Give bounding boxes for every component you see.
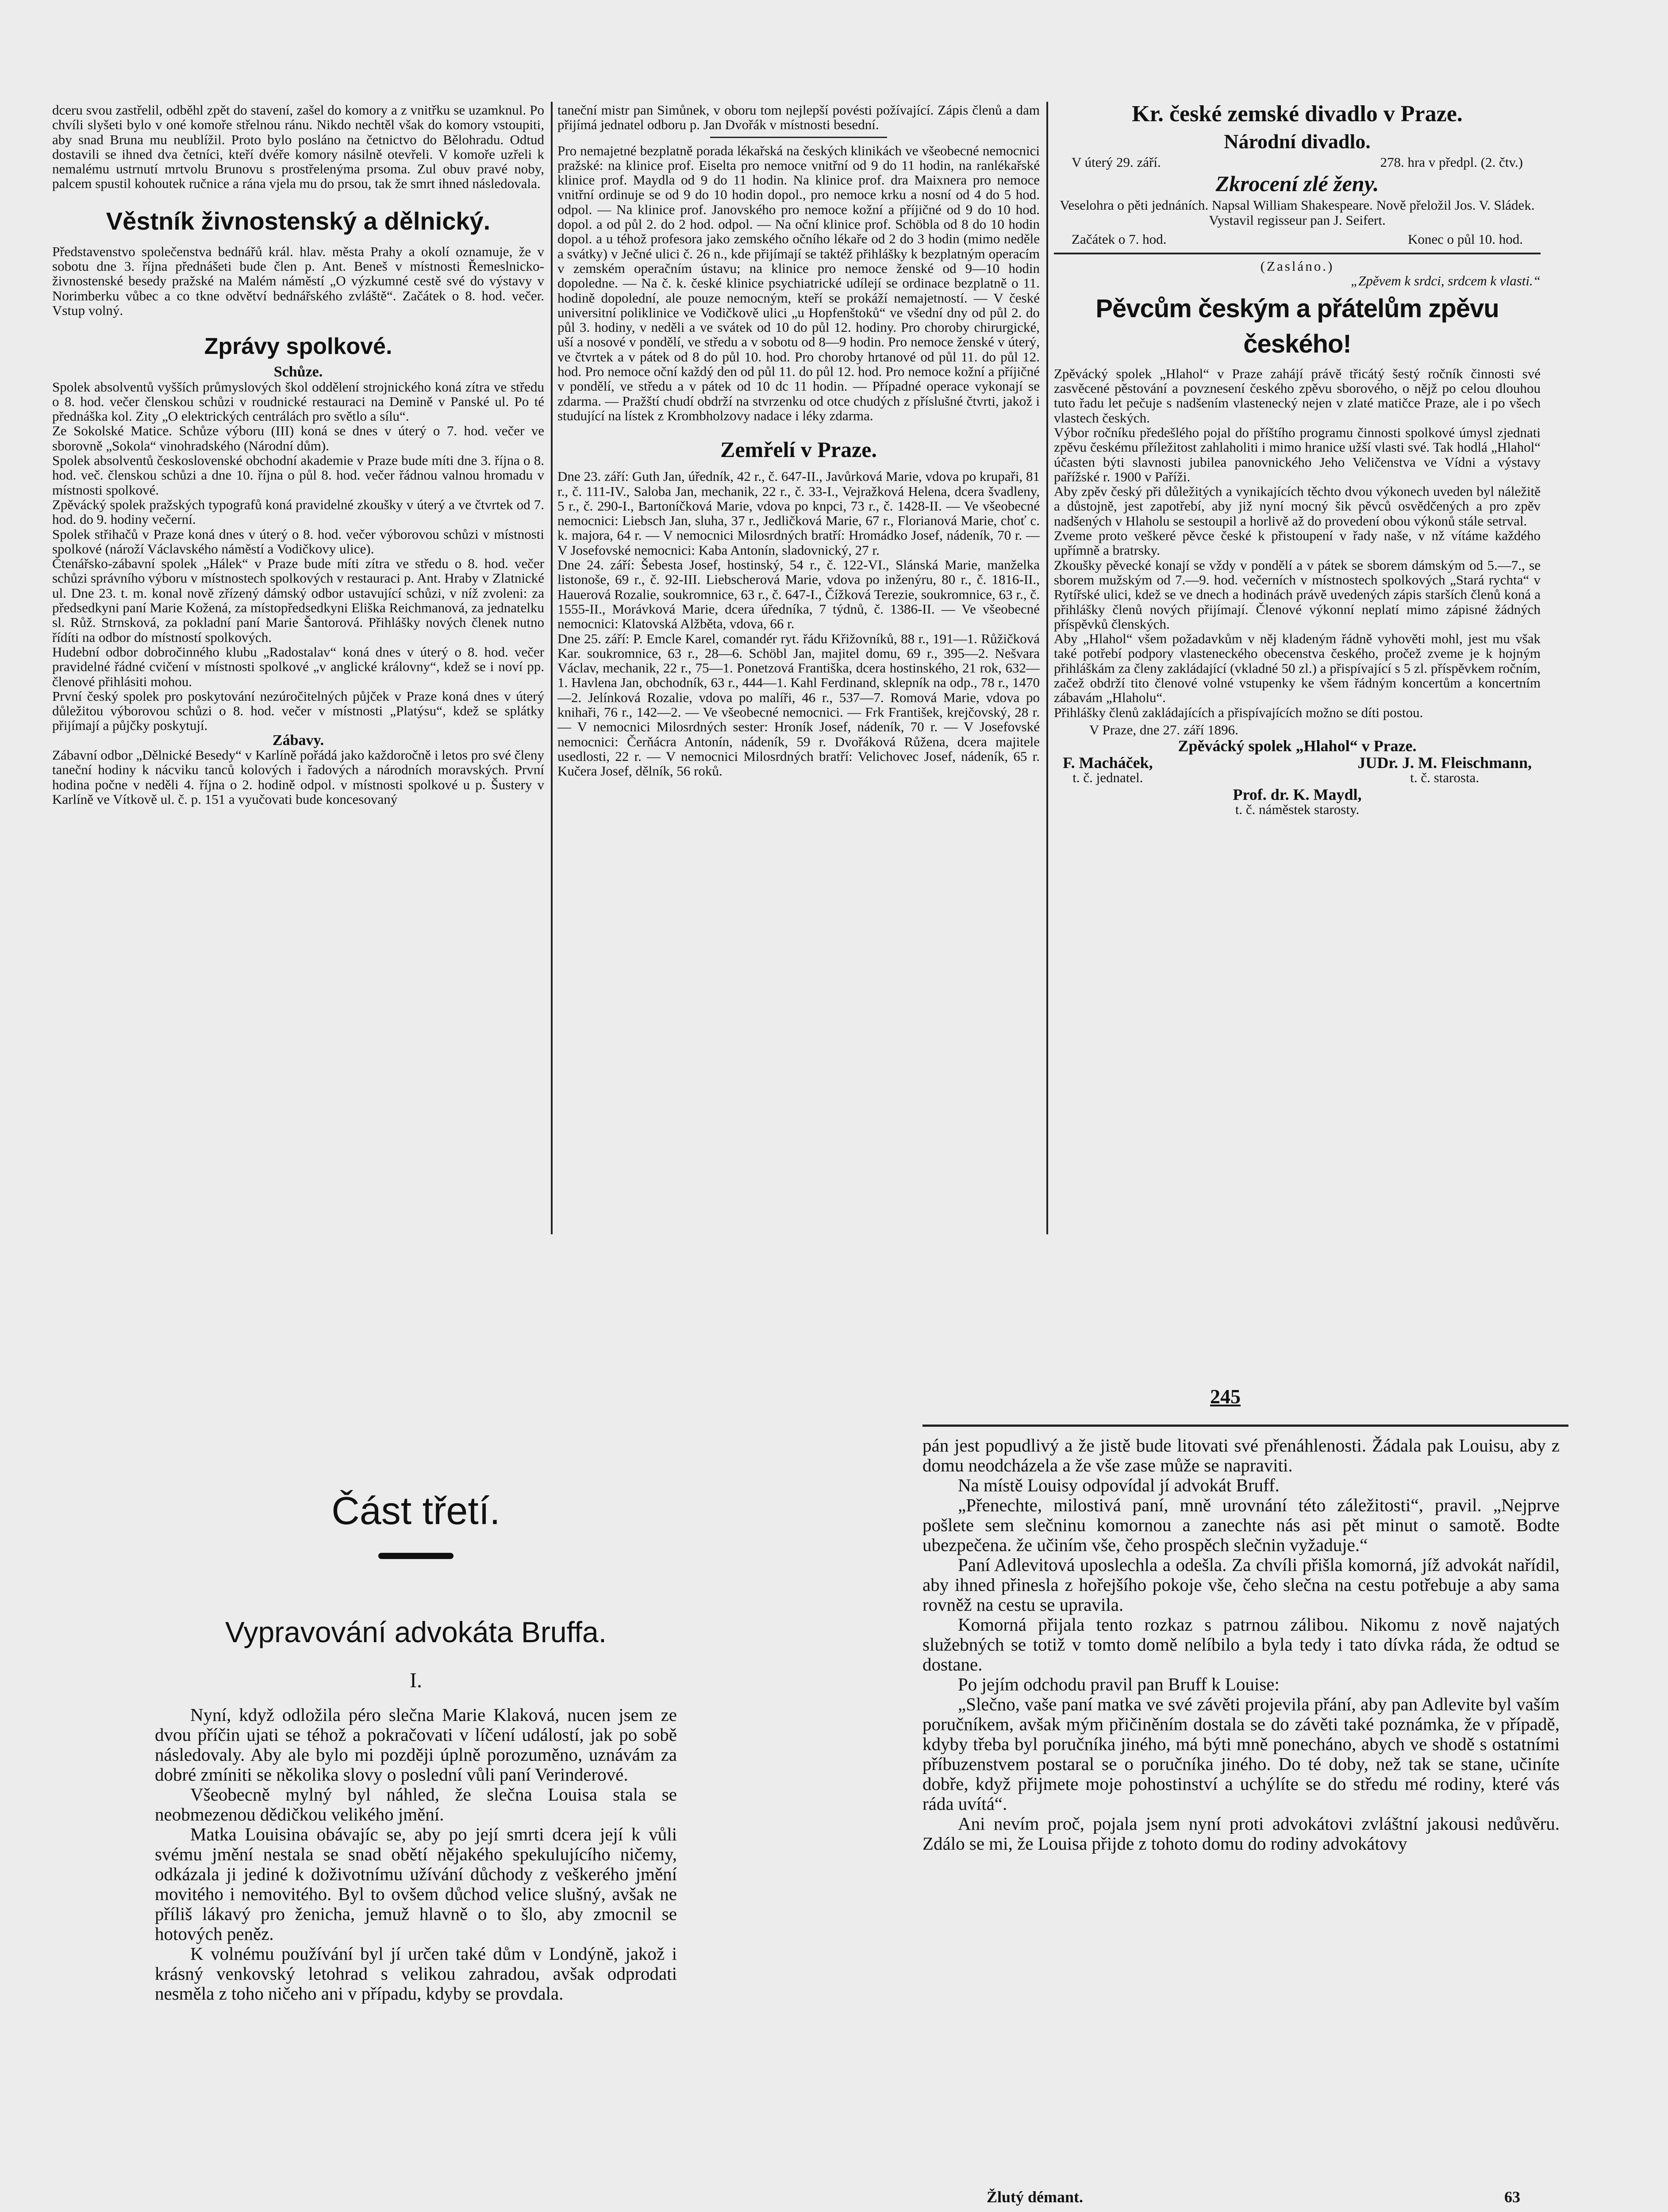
signatory-3-role: t. č. náměstek starosty. xyxy=(1235,802,1360,818)
col1-paragraph: První český spolek pro poskytování nezúročitelných půjček v Praze koná dnes v úterý důležitou výborovou schůzi o 8. hod. večer v místnosti „Platýsu“, kdež se splátky přijímají a půjčky poskytují. xyxy=(52,688,544,733)
subscription-info: 278. hra v předpl. (2. čtv.) xyxy=(1380,154,1523,170)
col1-paragraph: Hudební odbor dobročinného klubu „Radostalav“ koná dnes v úterý o 8. hod. večer pravidelné řádné cvičení v místnosti spolkové „v anglické královny“, kdež se i noví pp. členové přihlásiti mohou. xyxy=(52,644,544,689)
column-1 xyxy=(52,103,544,1235)
signatory-2-name: JUDr. J. M. Fleischmann, xyxy=(1357,753,1532,772)
novel-paragraph: Po jejím odchodu pravil pan Bruff k Louise: xyxy=(958,1674,1280,1694)
col2-paragraph: Pro nemajetné bezplatně porada lékařská na českých klinikách ve všeobecné nemocnici pražské: na klinice prof. Eiselta pro nemoce vnitřní od 9 do 11 hodin, na ranlékařské klinice prof. Maydla od 9 do 11 hodin. Na klinice prof. dra Maixnera pro nemoce vnitřní ordinuje se od 9 do 10 hodin dopol., pro nemoce krku a nosní od 4 do 5 hod. odpol. — Na klinice prof. Janovského pro nemoce kožní a příjičné od 9 do 10 hod. dopol. a od půl 2. do 2 hod. odpol. — Na oční klinice prof. Schöbla od 8 do 10 hodin dopol. a u téhož profesora jako zemského očního lékaře od 2 do 3 hodin (mimo neděle a svátky) v Ječné ulici č. 26 n., kde přijímají se taktéž přihlášky k bezplatným operacím v zemském operačním ústavu; na klinice pro nemoce ženské od 9—10 hodin dopoledne. — Na č. k. české klinice psychiatrické udílejí se ordinace bezplatně o 11. hodině dopolední, ale pouze nemocným, kteří se prokáží nemajetností. — V české universitní poliklinice ve Vodičkově ulici „u Hopfenštoků“ ve všední dny od půl 2. do půl 3. hodiny, v neděli a ve svátek od 10 do půl 12. hodiny. Pro choroby chirurgické, uší a nosové v pondělí, ve středu a v sobotu od 8—9 hodin. Pro nemoce ženské v úterý, ve čtvrtek a v pátek od 8 do půl 10. hod. Pro choroby hrtanové od půl 11. do půl 12. hod. Pro nemoce oční každý den od půl 11. do půl 12. hod. Pro nemoce kožní a příjičné v pondělí, ve středu a v pátek od 10 dc 11 hodin. — Případné operace vykonají se zdarma. — Pražští chudí obdrží na stvrzenku od otce chudých z příslušné čtvrti, jakož i studující na lístek z Krombholzovy nadace i léky zdarma. xyxy=(557,142,1040,423)
footer-page: 63 xyxy=(1504,2188,1520,2206)
footer-title: Žlutý démant. xyxy=(987,2188,1084,2206)
heading-zpravy-spolkove: Zprávy spolkové. xyxy=(204,334,392,360)
col2-paragraph: Dne 25. září: P. Emcle Karel, comandér ryt. řádu Křižovníků, 88 r., 191—1. Růžičková Kar. soukromnice, 63 r., 28—6. Schöbl Jan, majitel domu, 69 r., 395—2. Nešvara Václav, mechanik, 22 r., 75—1. Ponetzová Františka, dcera hostinského, 21 rok, 632—1. Havlena Jan, obchodník, 63 r., 444—1. Kahl Ferdinand, sklepník na odp., 78 r., 1470—2. Jelínková Rozalie, vdova po malíři, 46 r., 537—7. Romová Marie, vdova po knihaři, 76 r., 142—2. — Ve všeobecné nemocnici. — Frk František, krejčovský, 28 r. — V nemocnici Milosrdných sester: Hroník Josef, nádeník, 70 r. — V Josefovské nemocnici: Čerňácra Antonín, nádeník, 59 r. Dvořáková Růžena, dcera majitele usedlosti, 22 r. — V nemocnici Milosrdných bratří: Velichovec Josef, nádeník, 65 r. Kučera Josef, dělník, 56 roků. xyxy=(557,630,1040,779)
signature-org: Zpěvácký spolek „Hlahol“ v Praze. xyxy=(1178,737,1417,755)
zaslano-label: (Zasláno.) xyxy=(1260,258,1334,274)
col1-paragraph: Zpěvácký spolek pražských typografů koná pravidelné zkoušky v úterý a ve čtvrtek od 7. hod. do 9. hodiny večerní. xyxy=(52,496,544,527)
motto: „Zpěvem k srdci, srdcem k vlasti.“ xyxy=(1350,273,1541,289)
signatory-2-role: t. č. starosta. xyxy=(1410,769,1480,785)
story-title: Vypravování advokáta Bruffa. xyxy=(225,1616,607,1648)
novel-paragraph: Nyní, když odložila péro slečna Marie Klaková, nucen jsem ze dvou příčin ujati se téhož a pokračovati v líčení událostí, jak po sobě následovaly. Aby ale bylo mi později úplně porozuměno, uznávám za dobré zmíniti se několika slovy o poslední vůli paní Verinderové. xyxy=(155,1705,677,1785)
page-number: 245 xyxy=(1210,1385,1241,1408)
col1-paragraph: dceru svou zastřelil, odběhl zpět do stavení, zašel do komory a z vnitřku se uzamknul. Po chvíli slyšeti bylo v oné komoře střelnou ránu. Nikdo nechtěl však do komory vstoupiti, aby snad Bruna mu neublížil. Proto bylo posláno na četnictvo do Bělohradu. Odtud dostavili se ihned dva četníci, kteří dvéře komory násilně otevřeli. V komoře uzřeli k nemalému ustrnutí mrtvolu Brunovu s prostřelenýma prsoma. Zul obuv pravé noby, palcem spustil kohoutek ručnice a rána vjela mu do prsou, tak že smrt ihned následovala. xyxy=(52,103,544,192)
column-divider xyxy=(1046,102,1048,1234)
novel-paragraph: Matka Louisina obávajíc se, aby po její smrti dcera její k vůli svému jmění nestala se snad obětí nějakého spekulujícího ničemy, odkázala ji jediné k doživotnímu užívání důchody z veškerého jmění movitého i nemovitého. Byl to ovšem důchod velice slušný, avšak ne příliš lákavý pro ženicha, jemuž hlavně o to šlo, aby zmocnil se hotových peněz. xyxy=(155,1824,677,1944)
theatre-subtitle: Národní divadlo. xyxy=(1224,130,1371,153)
performance-date: V úterý 29. září. xyxy=(1072,154,1161,170)
signatory-3-name: Prof. dr. K. Maydl, xyxy=(1233,786,1362,804)
novel-left-text xyxy=(155,1705,677,2004)
col3-paragraph: Přihlášky členů zakládajících a přispívajících možno se díti postou. xyxy=(1054,704,1423,720)
short-rule xyxy=(710,137,887,138)
column-2 xyxy=(557,103,1040,1235)
novel-paragraph: „Slečno, vaše paní matka ve své závěti projevila přání, aby pan Adlevite byl vaším poručníkem, avšak mým přičiněním dostala se do závěti také poznámka, že v případě, kdyby třeba byl poručníka jiného, má býti mně ponecháno, abych ve shodě s ostatními příbuzenstvem postaral se o poručníka jiného. Do té doby, než tak se stane, učiníte dobře, když přijmete moje pohostinství a uchýlíte se do středu mé rodiny, které vás ráda uvítá“. xyxy=(922,1694,1560,1814)
heading-vestnik: Věstník živnostenský a dělnický. xyxy=(106,207,491,235)
subheading-schuze: Schůze. xyxy=(273,364,323,380)
novel-paragraph: Na místě Louisy odpovídal jí advokát Bruff. xyxy=(958,1475,1280,1495)
col1-paragraph: Spolek střihačů v Praze koná dnes v úterý o 8. hod. večer výborovou schůzi v místnosti spolkové (nároží Václavského náměstí a Vodičkovy ulice). xyxy=(52,526,544,557)
ornament-dash xyxy=(378,1553,454,1559)
col1-paragraph: Zábavní odbor „Dělnické Besedy“ v Karlíně pořádá jako každoročně i letos pro své členy taneční hodiny k nácviku tanců kolových i řadových a národních moravských. První hodina počne v neděli 4. října o 2. hodině odpol. v místnosti spolkové u p. Šustery v Karlíně ve Vítkově ul. č. p. 151 a vyučovati bude koncesovaný xyxy=(52,747,544,807)
novel-paragraph: K volnému používání byl jí určen také dům v Londýně, jakož i krásný venkovský letohrad s velikou zahradou, avšak odprodati nesměla z toho ničeho ani v případu, kdyby se provdala. xyxy=(155,1943,677,2004)
start-time: Začátek o 7. hod. xyxy=(1072,231,1167,247)
headline-pevcum: Pěvcům českým a přátelům zpěvu českého! xyxy=(1095,294,1499,358)
col1-paragraph: Ze Sokolské Matice. Schůze výboru (III) koná se dnes v úterý o 7. hod. večer ve sborovně „Sokola“ vinohradského (Národní dům). xyxy=(52,423,544,453)
play-title: Zkrocení zlé ženy. xyxy=(1215,171,1379,196)
col1-paragraph: Spolek absolventů československé obchodní akademie v Praze bude míti dne 3. října o 8. hod. več. členskou schůzi a dne 10. října o půl 8. hod. večer řádnou valnou hromadu v místnosti spolkové. xyxy=(52,453,544,498)
col1-paragraph: Čtenářsko-zábavní spolek „Hálek“ v Praze bude míti zítra ve středu o 8. hod. večer schůzi správního výboru v místnostech spolkových v restauraci p. Ant. Hraby v Zlatnické ul. Dne 23. t. m. konal nově zřízený dámský odbor ustavující schůzi, v níž zvoleni: za předsedkyni paní Marie Kožená, za místopředsedkyni Eliška Reichmanová, za jednatelku sl. Růž. Strnsková, za pokladní paní Marie Šantorová. Přihlášky nových členek nutno řídíti na odbor do místností spolkových. xyxy=(52,556,544,645)
col3-paragraph: Zkoušky pěvecké konají se vždy v pondělí a v pátek se sborem dámským od 5.—7., se sborem mužským od 7.—9. hod. večerních v místnostech spolkových „Stará rychta“ v Rytířské ulici, kdež se ve dnech a hodinách právě uvedených zápis starších členů koná a přihlášky členů nových přijímají. Členové výkonní neplatí mimo zápisné žádných příspěvků členských. xyxy=(1054,557,1541,632)
signature-date: V Praze, dne 27. září 1896. xyxy=(1089,722,1238,737)
novel-paragraph: pán jest popudlivý a že jistě bude litovati své přenáhlenosti. Žádala pak Louisu, aby z domu neodcházela a že vše zase může se napraviti. xyxy=(922,1436,1560,1475)
heading-zemreli: Zemřelí v Praze. xyxy=(720,437,877,462)
col2-paragraph: taneční mistr pan Simůnek, v oboru tom nejlepší povésti požívající. Zápis členů a dam přijímá jednatel odboru p. Jan Dvořák v místnosti besední. xyxy=(557,103,1040,133)
col3-paragraph: Aby zpěv český při důležitých a vynikajících těchto dvou výkonech uveden byl náležitě a důstojně, jest zapotřebí, aby již nyní mocný šik pěvců osvědčených a pro zpěv nadšených v Hlaholu se sestoupil a horlivě až do provedení obou výkonů stále setrval. xyxy=(1054,484,1541,529)
col1-paragraph: Spolek absolventů vyšších průmyslových škol oddělení strojnického koná zítra ve středu o 8. hod. večer členskou schůzi v roudnické restauraci na Demině v Panské ul. Po té přednáška kol. Zity „O elektrických centrálách pro světlo a sílu“. xyxy=(52,379,544,424)
novel-paragraph: Ani nevím proč, pojala jsem nyní proti advokátovi zvláštní jakousi nedůvěru. Zdálo se mi, že Louisa přijde z tohoto domu do rodiny advokátovy xyxy=(922,1813,1560,1854)
novel-left-column xyxy=(155,1447,677,2212)
column-divider xyxy=(551,102,553,1234)
theatre-title: Kr. české zemské divadlo v Praze. xyxy=(1132,101,1463,127)
section-rule xyxy=(1054,253,1541,254)
col3-paragraph: Výbor ročníku předešlého pojal do příštího programu činnosti spolkové úmysl zjednati zpěvu českému příležitost zahlaholiti i mimo hranice užší vlasti své. Tak hodlá „Hlahol“ účasten býti slavnosti jubilea panovnického Jeho Veličenstva ve Vídni a výstavy pařížské r. 1900 v Paříži. xyxy=(1054,424,1541,484)
novel-paragraph: Komorná přijala tento rozkaz s patrnou zálibou. Nikomu z nově najatých služebných se totiž v tomto domě nelíbilo a byla tedy i tato dívka ráda, že odtud se dostane. xyxy=(922,1614,1560,1674)
novel-right-column xyxy=(922,1436,1560,2183)
novel-paragraph: „Přenechte, milostivá paní, mně urovnání této záležitosti“, pravil. „Nejprve pošlete sem slečninu komornou a zanechte nás asi pět minut o samotě. Bodte ubezpečena. že učiním vše, čeho prospěch slečnin vyžaduje.“ xyxy=(922,1495,1560,1555)
col2-paragraph: Dne 24. září: Šebesta Josef, hostinský, 54 r., č. 122-VI., Slánská Marie, manželka listonoše, 69 r., č. 92-III. Liebscherová Marie, vdova po inženýru, 80 r., č. 1816-II., Hauerová Rozalie, soukromnice, 63 r., č. 647-I., Čížková Terezie, soukromnice, 63 r., č. 1555-II., Morávková Marie, dcera úředníka, 7 týdnů, č. 1386-II. — Ve všeobecné nemocnici: Klatovská Alžběta, vdova, 66 r. xyxy=(557,557,1040,632)
col3-paragraph: Aby „Hlahol“ všem požadavkům v něj kladeným řádně vyhověti mohl, jest mu však také potřebí podpory vlasteneckého obecenstva českého, pročež zveme je k hojným přihláškám za členy zakládající (vkladné 50 zl.) a přispívající s 5 zl. příspěvkem ročním, začež obdrží tito členové volné vstupenky ke všem řádným koncertům a koncertním zábavám „Hlaholu“. xyxy=(1054,631,1541,706)
end-time: Konec o půl 10. hod. xyxy=(1407,231,1523,247)
part-title: Část třetí. xyxy=(331,1489,500,1532)
novel-paragraph: Paní Adlevitová uposlechla a odešla. Za chvíli přišla komorná, jíž advokát nařídil, aby ihned přinesla z hořejšího pokoje vše, čeho slečna na cestu potřebuje a aby sama rovněž na cestu se upravila. xyxy=(922,1555,1560,1615)
novel-paragraph: Všeobecně mylný byl náhled, že slečna Louisa stala se neobmezenou dědičkou velikého jmění. xyxy=(155,1784,677,1824)
subheading-zabavy: Zábavy. xyxy=(272,732,324,749)
play-description: Veselohra o pěti jednáních. Napsal William Shakespeare. Nově přeložil Jos. V. Sládek. Vystavil regisseur pan J. Seifert. xyxy=(1060,197,1535,228)
col3-paragraph: Zveme proto veškeré pěvce české k přistoupení v řady naše, v nž vítáme každého upřímně a bratrsky. xyxy=(1054,528,1541,558)
novel-top-rule xyxy=(922,1425,1568,1427)
signatory-1-name: F. Macháček, xyxy=(1063,753,1153,772)
col1-paragraph: Představenstvo společenstva bednářů král. hlav. města Prahy a okolí oznamuje, že v sobotu dne 3. října přednášeti bude člen p. Ant. Beneš v místnosti Řemeslnicko-živnostenské besedy pražské na Malém náměstí „O výzkumné cestě své do výstavy v Norimberku vůbec a co tkne odvětví bednářského zvláště“. Začátek o 8. hod. večer. Vstup volný. xyxy=(52,243,544,318)
column-3 xyxy=(1054,100,1541,1233)
chapter-number: I. xyxy=(410,1669,422,1692)
col3-paragraph: Zpěvácký spolek „Hlahol“ v Praze zahájí právě třicátý šestý ročník činnosti své zasvěcené pěstování a povznesení českého zpěvu sborového, o nějž po celou dlouhou tuto řadu let pečuje s nadšením vlastenecký nejen v zlaté matičce Praze, ale i po všech vlastech českých. xyxy=(1054,365,1541,426)
col2-paragraph: Dne 23. září: Guth Jan, úředník, 42 r., č. 647-II., Javůrková Marie, vdova po krupaři, 81 r., č. 111-IV., Saloba Jan, mechanik, 22 r., č. 33-I., Vejražková Helena, dcera švadleny, 5 r., č. 290-I., Bartoníčková Marie, vdova po knpci, 73 r., č. 1428-II. — Ve všeobecné nemocnici: Liebsch Jan, sluha, 37 r., Jedličková Marie, 67 r., Florianová Marie, choť c. k. majora, 64 r. — V nemocnici Milosrdných bratří: Hromádko Josef, nádeník, 70 r. — V Josefovské nemocnici: Kaba Antonín, sladovnický, 27 r. xyxy=(557,469,1040,558)
signatory-1-role: t. č. jednatel. xyxy=(1072,769,1143,785)
